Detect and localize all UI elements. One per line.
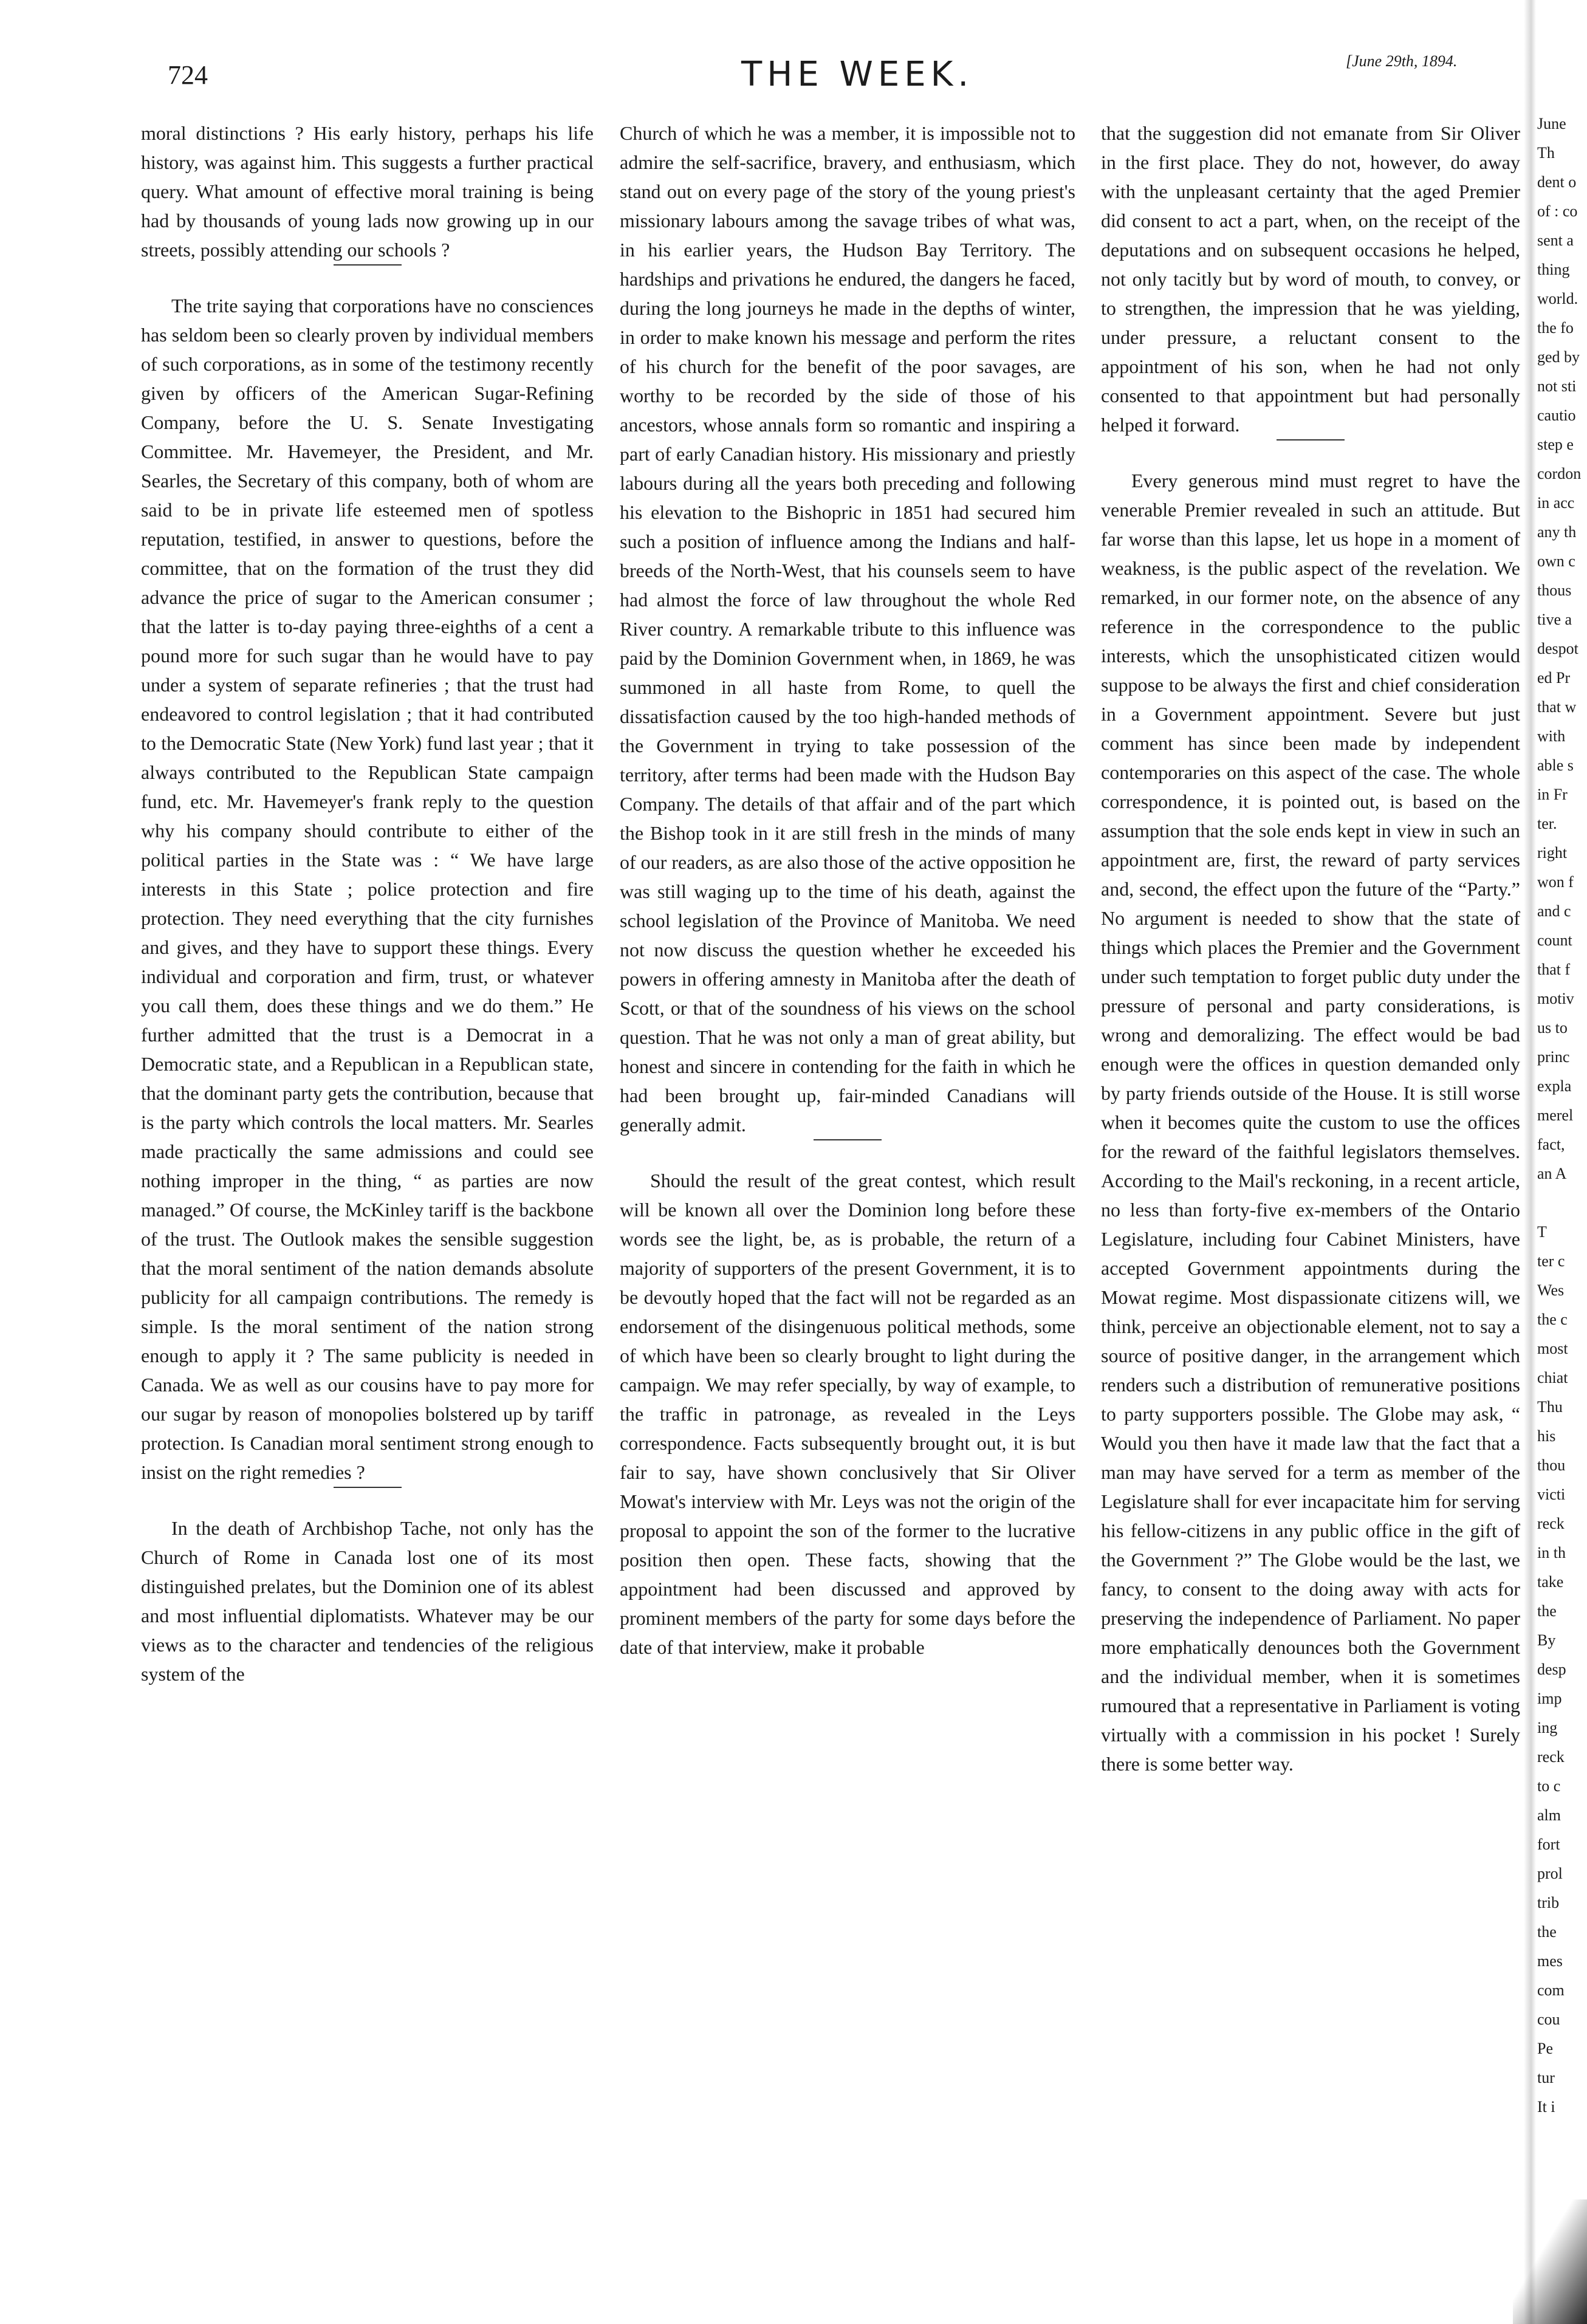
next-page-fragment: Pe: [1537, 2040, 1553, 2057]
next-page-fragment: desp: [1537, 1661, 1566, 1678]
next-page-fragment: despot: [1537, 640, 1578, 657]
next-page-fragment: trib: [1537, 1894, 1560, 1911]
paragraph: moral distinctions ? His early history, perhaps his life history, was against him. This suggests a further practical query. What amount of effective moral training is being had by thousands of young lads now growing up in our streets, possibly attending our schools ?: [141, 122, 594, 261]
next-page-fragment: world.: [1537, 290, 1578, 307]
next-page-edge-text: [1537, 109, 1587, 2324]
next-page-fragment: princ: [1537, 1048, 1570, 1066]
next-page-fragment: ter c: [1537, 1252, 1565, 1270]
page-title: THE WEEK.: [741, 55, 974, 94]
next-page-fragment: tive a: [1537, 611, 1572, 628]
next-page-fragment: count: [1537, 931, 1572, 949]
next-page-fragment: [1537, 1188, 1587, 1218]
next-page-fragment: mes: [1537, 1952, 1563, 1970]
next-page-fragment: By: [1537, 1631, 1556, 1649]
section-divider: [334, 1487, 402, 1488]
next-page-fragment: alm: [1537, 1806, 1561, 1824]
next-page-fragment: chiat: [1537, 1369, 1568, 1387]
next-page-fragment: com: [1537, 1981, 1565, 1999]
next-page-fragment: prol: [1537, 1865, 1563, 1882]
next-page-fragment: that f: [1537, 961, 1571, 978]
next-page-fragment: merel: [1537, 1106, 1574, 1124]
next-page-fragment: cautio: [1537, 406, 1576, 424]
next-page-fragment: Th: [1537, 144, 1555, 162]
page-corner-shadow: [1513, 2199, 1587, 2324]
next-page-fragment: fact,: [1537, 1136, 1565, 1153]
column-3: [1101, 118, 1520, 1778]
binding-gutter-shadow: [1524, 0, 1536, 2324]
section-divider: [334, 264, 402, 266]
next-page-fragment: any th: [1537, 523, 1577, 541]
next-page-fragment: to c: [1537, 1777, 1561, 1795]
next-page-fragment: sent a: [1537, 231, 1574, 249]
next-page-fragment: not sti: [1537, 377, 1577, 395]
issue-date: [June 29th, 1894.: [1346, 52, 1458, 70]
next-page-fragment: most: [1537, 1340, 1568, 1357]
next-page-fragment: right: [1537, 844, 1568, 862]
next-page-fragment: his: [1537, 1427, 1556, 1445]
next-page-fragment: ing: [1537, 1719, 1558, 1736]
next-page-fragment: cou: [1537, 2010, 1560, 2028]
next-page-fragment: an A: [1537, 1165, 1567, 1182]
next-page-fragment: tur: [1537, 2069, 1555, 2086]
section-divider: [1277, 439, 1345, 440]
next-page-fragment: in acc: [1537, 494, 1575, 512]
next-page-fragment: ged by: [1537, 348, 1580, 366]
paragraph: Should the result of the great contest, which result will be known all over the Dominion long before these words see the light, be, as is probable, the return of a majority of supporters of the present Government, it is to be devoutly hoped that the fact will not be regarded as an endorsement of the disingenuous political methods, some of which have been so clearly brought to light during the campaign. We may refer specially, by way of example, to the traffic in patronage, as revealed in the Leys correspondence. Facts subsequently brought out, it is but fair to say, have shown conclusively that Sir Oliver Mowat's interview with Mr. Leys was not the origin of the proposal to appoint the son of the former to the lucrative position then open. These facts, showing that the appointment had been discussed and approved by prominent members of the party for some days before the date of that interview, make it probable: [620, 1170, 1075, 1658]
next-page-fragment: ter.: [1537, 815, 1557, 832]
next-page-fragment: step e: [1537, 436, 1574, 453]
next-page-fragment: fort: [1537, 1836, 1560, 1853]
section-divider: [814, 1139, 882, 1140]
column-2: [620, 118, 1075, 1662]
next-page-fragment: own c: [1537, 552, 1575, 570]
next-page-fragment: won f: [1537, 873, 1574, 891]
next-page-fragment: us to: [1537, 1019, 1568, 1037]
next-page-fragment: June: [1537, 115, 1566, 132]
next-page-fragment: thing: [1537, 261, 1570, 278]
next-page-fragment: in th: [1537, 1544, 1566, 1561]
next-page-fragment: cordon: [1537, 465, 1582, 482]
next-page-fragment: imp: [1537, 1690, 1562, 1707]
paragraph: Church of which he was a member, it is impossible not to admire the self-sacrifice, bravery, and enthusiasm, which stand out on every page of the story of the young priest's missionary labours among the savage tribes of what was, in his earlier years, the Hudson Bay Territory. The hardships and privations he endured, the dangers he faced, during the long journeys he made in the depths of winter, in order to make known his message and perform the rites of his church for the benefit of the poor savages, are worthy to be recorded by the side of those of his ancestors, whose annals form so romantic and inspiring a part of early Canadian history. His missionary and priestly labours during all the years both preceding and following his elevation to the Bishopric in 1851 had secured him such a position of influence among the Indians and half-breeds of the North-West, that his counsels seem to have had almost the force of law throughout the whole Red River country. A remarkable tribute to this influence was paid by the Dominion Government when, in 1869, he was summoned in all haste from Rome, to quell the dissatisfaction caused by the too high-handed methods of the Government in trying to take possession of the territory, after terms had been made with the Hudson Bay Company. The details of that affair and of the part which the Bishop took in it are still fresh in the minds of many of our readers, as are also those of the active opposition he was still waging up to the time of his death, against the school legislation of the Province of Manitoba. We need not now discuss the question whether he exceeded his powers in offering amnesty in Manitoba after the death of Scott, or that of the soundness of his views on the school question. That he was not only a man of great ability, but honest and sincere in contending for the faith in which he had been brought up, fair-minded Canadians will generally admit.: [620, 122, 1075, 1136]
paragraph: In the death of Archbishop Tache, not only has the Church of Rome in Canada lost one of its most distinguished prelates, but the Dominion one of its ablest and most influential diplomatists. Whatever may be our views as to the character and tendencies of the religious system of the: [141, 1517, 594, 1685]
next-page-fragment: the c: [1537, 1311, 1568, 1328]
next-page-fragment: motiv: [1537, 990, 1574, 1007]
next-page-fragment: reck: [1537, 1515, 1565, 1532]
next-page-fragment: take: [1537, 1573, 1564, 1591]
next-page-fragment: victi: [1537, 1486, 1566, 1503]
page-number: 724: [168, 60, 208, 90]
next-page-fragment: thou: [1537, 1456, 1566, 1474]
next-page-fragment: the: [1537, 1602, 1557, 1620]
next-page-fragment: that w: [1537, 698, 1577, 716]
paragraph: Every generous mind must regret to have the venerable Premier revealed in such an attitude. But far worse than this lapse, let us hope in a moment of weakness, is the public aspect of the revelation. We remarked, in our former note, on the absence of any reference in the correspondence to the public interests, which the unsophisticated citizen would suppose to be always the first and chief consideration in a Government appointment. Severe but just comment has since been made by independent contemporaries on this aspect of the case. The whole correspondence, it is pointed out, is based on the assumption that the sole ends kept in view in such an appointment are, first, the reward of party services and, second, the effect upon the future of the “Party.” No argument is needed to show that the state of things which places the Premier and the Government under such temptation to forget public duty under the pressure of personal and party considerations, is wrong and demoralizing. The effect would be bad enough were the offices in question demanded only by party friends outside of the House. It is still worse when it becomes quite the custom to use the offices for the reward of the faithful legislators themselves. According to the Mail's reckoning, in a recent article, no less than forty-five ex-members of the Ontario Legislature, including four Cabinet Ministers, have accepted Government appointments during the Mowat regime. Most dispassionate citizens will, we think, perceive an objectionable element, not to say a source of positive danger, in the arrangement which renders such a distribution of remunerative positions to party supporters possible. The Globe may ask, “ Would you then have it made law that the fact that a man may have served for a term as member of the Legislature shall for ever incapacitate him for serving his fellow-citizens in any public office in the gift of the Government ?” The Globe would be the last, we fancy, to consent to the doing away with acts for preserving the independence of Parliament. No paper more emphatically denounces both the Government and the individual member, when it is sometimes rumoured that a representative in Parliament is voting virtually with a commission in his pocket ! Surely there is some better way.: [1101, 470, 1520, 1775]
next-page-fragment: in Fr: [1537, 786, 1568, 803]
next-page-fragment: reck: [1537, 1748, 1565, 1766]
next-page-fragment: T: [1537, 1223, 1547, 1241]
next-page-fragment: dent o: [1537, 173, 1577, 191]
next-page-fragment: ed Pr: [1537, 669, 1571, 687]
next-page-fragment: Thu: [1537, 1398, 1563, 1416]
next-page-fragment: thous: [1537, 581, 1572, 599]
paragraph: that the suggestion did not emanate from Sir Oliver in the first place. They do not, however, do away with the unpleasant certainty that the aged Premier did consent to act a part, when, on the receipt of the deputations and on subsequent occasions he helped, not only tacitly but by word of mouth, to convey, or to strengthen, the impression that he was yielding, under pressure, a reluctant consent to the appointment of his son, when he had not only consented to that appointment but had personally helped it forward.: [1101, 122, 1520, 436]
paragraph: The trite saying that corporations have no consciences has seldom been so clearly proven by individual members of such corporations, as in some of the testimony recently given by officers of the American Sugar-Refining Company, before the U. S. Senate Investigating Committee. Mr. Havemeyer, the President, and Mr. Searles, the Secretary of this company, both of whom are said to be in private life esteemed men of spotless reputation, testified, in answer to questions, before the committee, that on the formation of the trust they did advance the price of sugar to the American consumer ; that the latter is to-day paying three-eighths of a cent a pound more for such sugar than he would have to pay under a system of separate refineries ; that the trust had endeavored to control legislation ; that it had contributed to the Democratic State (New York) fund last year ; that it always contributed to the Republican State campaign fund, etc. Mr. Havemeyer's frank reply to the question why his company should contribute to either of the political parties in the State was : “ We have large interests in this State ; police protection and fire protection. They need everything that the city furnishes and gives, and they have to support these things. Every individual and corporation and firm, trust, or whatever you call them, does these things and we do them.” He further admitted that the trust is a Democrat in a Democratic state, and a Republican in a Republican state, that the dominant party gets the contribution, because that is the party which controls the local matters. Mr. Searles made practically the same admissions and could see nothing improper in the thing, “ as parties are now managed.” Of course, the McKinley tariff is the backbone of the trust. The Outlook makes the sensible suggestion that the moral sentiment of the nation demands absolute publicity for all campaign contributions. The remedy is simple. Is the moral sentiment of the nation strong enough to apply it ? The same publicity is needed in Canada. We as well as our cousins have to pay more for our sugar by reason of monopolies bolstered up by tariff protection. Is Canadian moral sentiment strong enough to insist on the right remedies ?: [141, 295, 594, 1483]
next-page-fragment: with: [1537, 727, 1566, 745]
next-page-fragment: It i: [1537, 2098, 1555, 2116]
next-page-fragment: the: [1537, 1923, 1557, 1941]
next-page-fragment: of : co: [1537, 202, 1578, 220]
next-page-fragment: the fo: [1537, 319, 1574, 337]
column-1: [141, 118, 594, 1688]
next-page-fragment: Wes: [1537, 1281, 1565, 1299]
next-page-fragment: and c: [1537, 902, 1571, 920]
next-page-fragment: expla: [1537, 1077, 1572, 1095]
next-page-fragment: able s: [1537, 756, 1574, 774]
